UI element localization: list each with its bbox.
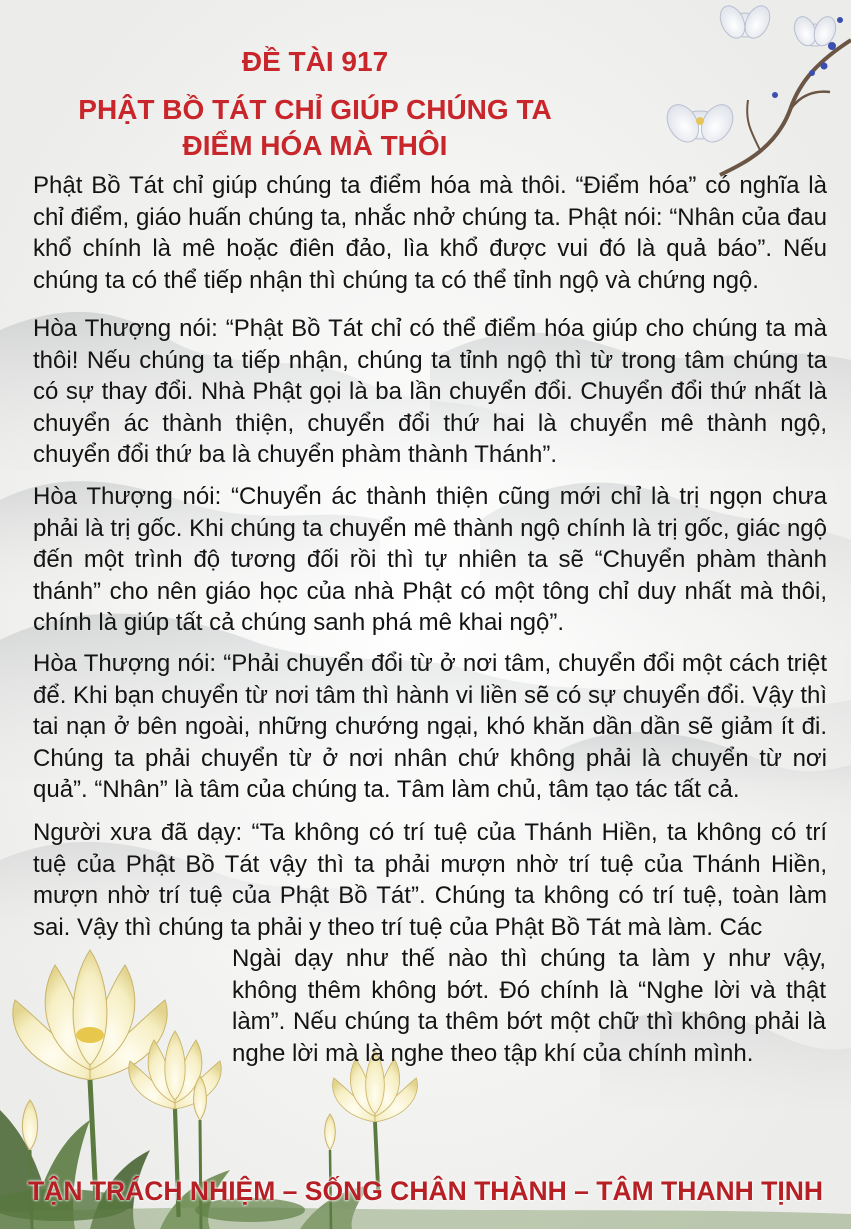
- paragraph-4: Hòa Thượng nói: “Phải chuyển đổi từ ở nơi tâm, chuyển đổi một cách triệt để. Khi bạn chuyển từ nơi tâm thì hành vi liền sẽ có sự chuyển đổi. Vậy thì tai nạn ở bên ngoài, những chướng ngại, khó khăn dần dần sẽ giảm ít đi. Chúng ta phải chuyển từ ở nơi nhân chứ không phải là chuyển từ nơi quả”. “Nhân” là tâm của chúng ta. Tâm làm chủ, tâm tạo tác tất cả.: [33, 650, 827, 803]
- paragraph-3: Hòa Thượng nói: “Chuyển ác thành thiện cũng mới chỉ là trị ngọn chưa phải là trị gốc. Khi chúng ta chuyển mê thành ngộ chính là trị gốc, giác ngộ đến một trình độ tương đối rồi thì tự nhiên ta sẽ “Chuyển phàm thành thánh” cho nên giáo học của nhà Phật có một tông chỉ duy nhất mà thôi, chính là giúp tất cả chúng sanh phá mê khai ngộ”.: [33, 483, 827, 636]
- title-line-1: PHẬT BỒ TÁT CHỈ GIÚP CHÚNG TA: [78, 94, 552, 125]
- paragraph-5-continued: Ngài dạy như thế nào thì chúng ta làm y như vậy, không thêm không bớt. Đó chính là “Nghe lời và thật làm”. Nếu chúng ta thêm bớt một chữ thì không phải là nghe lời mà là nghe theo tập khí của chính mình.: [232, 945, 826, 1067]
- paragraph-1: Phật Bồ Tát chỉ giúp chúng ta điểm hóa mà thôi. “Điểm hóa” có nghĩa là chỉ điểm, giáo huấn chúng ta, nhắc nhở chúng ta. Phật nói: “Nhân của đau khổ chính là mê hoặc điên đảo, lìa khổ được vui đó là quả báo”. Nếu chúng ta có thể tiếp nhận thì chúng ta có thể tỉnh ngộ và chứng ngộ.: [33, 172, 827, 294]
- footer-motto: TẬN TRÁCH NHIỆM – SỐNG CHÂN THÀNH – TÂM THANH TỊNH: [28, 1176, 823, 1206]
- paragraph-2: Hòa Thượng nói: “Phật Bồ Tát chỉ có thể điểm hóa giúp cho chúng ta mà thôi! Nếu chúng ta tiếp nhận, chúng ta tỉnh ngộ thì từ trong tâm chúng ta có sự thay đổi. Nhà Phật gọi là ba lần chuyển đổi. Chuyển đổi thứ nhất là chuyển ác thành thiện, chuyển đổi thứ hai là chuyển mê thành ngộ, chuyển đổi thứ ba là chuyển phàm thành Thánh”.: [33, 315, 827, 468]
- paragraph-5: Người xưa đã dạy: “Ta không có trí tuệ của Thánh Hiền, ta không có trí tuệ của Phật Bồ Tát vậy thì ta phải mượn nhờ trí tuệ của Thánh Hiền, mượn nhờ trí tuệ của Phật Bồ Tát”. Chúng ta không có trí tuệ, toàn làm sai. Vậy thì chúng ta phải y theo trí tuệ của Phật Bồ Tát mà làm. Các: [33, 819, 827, 941]
- topic-number: ĐỀ TÀI 917: [241, 46, 389, 77]
- title-line-2: ĐIỂM HÓA MÀ THÔI: [182, 130, 448, 161]
